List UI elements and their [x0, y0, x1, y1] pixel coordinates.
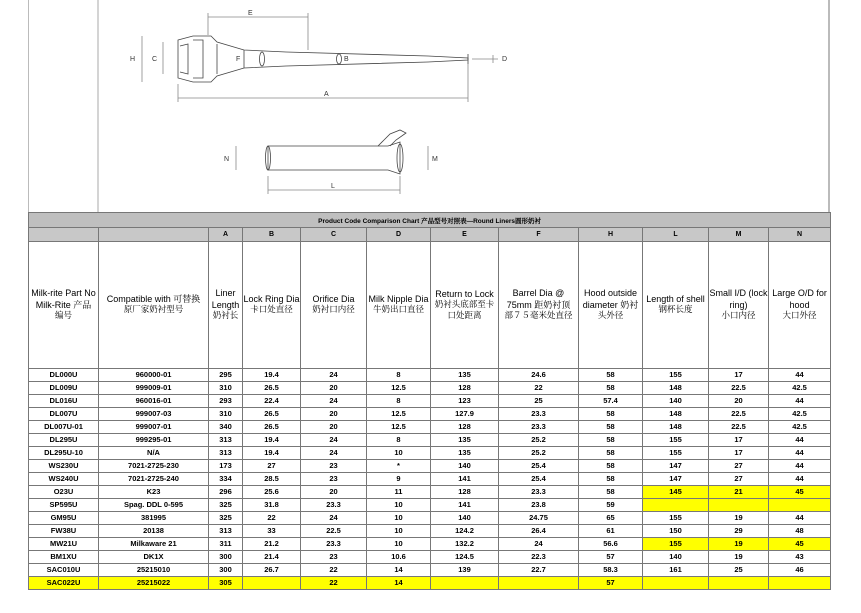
- column-header-en: Return to Lock: [435, 288, 494, 299]
- column-header-zh: 奶衬头底部至卡口处距离: [434, 300, 495, 321]
- table-cell: 7021-2725-230: [99, 460, 209, 473]
- table-cell: 31.8: [243, 499, 301, 512]
- table-cell: [769, 577, 831, 590]
- column-letter: [29, 228, 99, 242]
- table-cell: 20: [301, 382, 367, 395]
- table-cell: 58: [579, 382, 643, 395]
- table-cell: 340: [209, 421, 243, 434]
- table-cell: 26.4: [499, 525, 579, 538]
- table-cell: 24: [499, 538, 579, 551]
- table-cell: 25.2: [499, 434, 579, 447]
- table-cell: 25: [499, 395, 579, 408]
- table-cell: 12.5: [367, 421, 431, 434]
- table-cell: 10: [367, 447, 431, 460]
- table-cell: 10: [367, 512, 431, 525]
- column-header-en: Milk-rite Part No Milk-Rite 产品: [31, 288, 96, 310]
- table-cell: 23.3: [301, 499, 367, 512]
- table-cell: 132.2: [431, 538, 499, 551]
- table-cell: [643, 577, 709, 590]
- table-cell: 325: [209, 499, 243, 512]
- table-cell: 999009-01: [99, 382, 209, 395]
- table-cell: K23: [99, 486, 209, 499]
- column-header: [769, 242, 831, 369]
- table-cell: 44: [769, 395, 831, 408]
- table-cell: 45: [769, 538, 831, 551]
- table-cell: 48: [769, 525, 831, 538]
- column-header-en: Liner Length: [211, 288, 240, 310]
- table-cell: 58: [579, 421, 643, 434]
- table-cell: 22.3: [499, 551, 579, 564]
- column-header-zh: 原厂家奶衬型号: [123, 305, 184, 316]
- table-cell: 173: [209, 460, 243, 473]
- table-cell: MW21U: [29, 538, 99, 551]
- table-cell: 296: [209, 486, 243, 499]
- table-cell: 42.5: [769, 421, 831, 434]
- column-header-zh: 编号: [54, 310, 72, 321]
- table-cell: 10.6: [367, 551, 431, 564]
- table-cell: 17: [709, 447, 769, 460]
- table-cell: 999007-01: [99, 421, 209, 434]
- table-cell: 141: [431, 473, 499, 486]
- column-letter: A: [209, 228, 243, 242]
- table-cell: 24: [301, 512, 367, 525]
- table-cell: 150: [643, 525, 709, 538]
- table-cell: 21.4: [243, 551, 301, 564]
- table-cell: 24.75: [499, 512, 579, 525]
- column-header-row: [29, 242, 831, 369]
- table-cell: 8: [367, 395, 431, 408]
- table-cell: 334: [209, 473, 243, 486]
- table-cell: 12.5: [367, 382, 431, 395]
- table-cell: 33: [243, 525, 301, 538]
- table-cell: 19.4: [243, 434, 301, 447]
- table-cell: 9: [367, 473, 431, 486]
- table-cell: 140: [643, 395, 709, 408]
- spec-sheet: [28, 0, 830, 613]
- table-cell: 56.6: [579, 538, 643, 551]
- table-cell: 148: [643, 382, 709, 395]
- technical-drawing: [28, 0, 830, 212]
- dim-label-m: M: [432, 156, 438, 163]
- table-cell: 22: [301, 564, 367, 577]
- table-cell: WS240U: [29, 473, 99, 486]
- table-cell: 58: [579, 473, 643, 486]
- column-header-zh: 头外径: [597, 310, 624, 321]
- table-row: [29, 421, 831, 434]
- table-cell: 139: [431, 564, 499, 577]
- dim-label-d: D: [502, 56, 508, 63]
- table-cell: 42.5: [769, 382, 831, 395]
- table-row: [29, 395, 831, 408]
- table-cell: 147: [643, 473, 709, 486]
- table-cell: 313: [209, 434, 243, 447]
- table-cell: 148: [643, 421, 709, 434]
- table-cell: 25: [709, 564, 769, 577]
- table-cell: 58: [579, 460, 643, 473]
- column-header: [99, 242, 209, 369]
- table-cell: 42.5: [769, 408, 831, 421]
- table-row: [29, 499, 831, 512]
- table-cell: Milkaware 21: [99, 538, 209, 551]
- table-cell: 22: [499, 382, 579, 395]
- table-cell: 58: [579, 486, 643, 499]
- table-cell: 161: [643, 564, 709, 577]
- dim-label-h: H: [130, 56, 136, 63]
- table-cell: 24: [301, 369, 367, 382]
- table-cell: 140: [643, 551, 709, 564]
- table-cell: 19.4: [243, 447, 301, 460]
- table-cell: 23.8: [499, 499, 579, 512]
- table-row: [29, 408, 831, 421]
- table-cell: 19.4: [243, 369, 301, 382]
- column-header-en: Small I/D (lock ring): [709, 288, 768, 310]
- table-row: [29, 486, 831, 499]
- table-cell: 19: [709, 551, 769, 564]
- column-header-en: Lock Ring Dia: [243, 294, 300, 305]
- table-cell: 23: [301, 473, 367, 486]
- table-cell: 44: [769, 460, 831, 473]
- table-title: Product Code Comparison Chart 产品型号对照表—Round Liners圆形奶衬: [29, 213, 831, 228]
- column-letter: F: [499, 228, 579, 242]
- table-cell: 22.7: [499, 564, 579, 577]
- table-row: [29, 577, 831, 590]
- column-header-zh: 钢杯长度: [658, 305, 693, 316]
- column-header-zh: 奶衬长: [212, 310, 239, 321]
- table-cell: 26.5: [243, 408, 301, 421]
- table-cell: 65: [579, 512, 643, 525]
- column-header-zh: 大口外径: [782, 310, 817, 321]
- table-cell: 960000-01: [99, 369, 209, 382]
- table-cell: 17: [709, 369, 769, 382]
- table-cell: 24: [301, 447, 367, 460]
- table-cell: 24: [301, 434, 367, 447]
- column-header-en: Barrel Dia @ 75mm 距奶衬顶: [506, 288, 571, 310]
- table-cell: 124.2: [431, 525, 499, 538]
- table-cell: 135: [431, 447, 499, 460]
- table-cell: 155: [643, 369, 709, 382]
- table-cell: 25215022: [99, 577, 209, 590]
- table-cell: 58: [579, 408, 643, 421]
- table-cell: 19: [709, 538, 769, 551]
- table-cell: 135: [431, 369, 499, 382]
- table-row: [29, 551, 831, 564]
- column-letter-row: [29, 228, 831, 242]
- table-cell: 27: [709, 473, 769, 486]
- table-cell: 135: [431, 434, 499, 447]
- table-cell: 20: [301, 421, 367, 434]
- table-cell: 44: [769, 369, 831, 382]
- table-row: [29, 382, 831, 395]
- column-header: [643, 242, 709, 369]
- table-row: [29, 460, 831, 473]
- column-header-en: Hood outside diameter 奶衬: [582, 288, 639, 310]
- table-cell: 10: [367, 538, 431, 551]
- table-cell: 22.5: [709, 382, 769, 395]
- dim-label-n: N: [224, 156, 230, 163]
- table-cell: 20: [301, 486, 367, 499]
- table-cell: 25.4: [499, 473, 579, 486]
- table-cell: DL295U-10: [29, 447, 99, 460]
- table-cell: 44: [769, 434, 831, 447]
- table-cell: Spag. DDL 0-595: [99, 499, 209, 512]
- dim-label-f: F: [236, 56, 241, 63]
- table-cell: [709, 499, 769, 512]
- table-cell: 23.3: [499, 408, 579, 421]
- table-cell: [769, 499, 831, 512]
- table-cell: *: [367, 460, 431, 473]
- table-cell: 313: [209, 447, 243, 460]
- table-cell: 20: [301, 408, 367, 421]
- column-header-en: Length of shell: [646, 294, 705, 305]
- liner-drawing: [28, 0, 830, 212]
- comparison-table: [28, 212, 831, 590]
- table-cell: 14: [367, 564, 431, 577]
- table-cell: 140: [431, 512, 499, 525]
- table-cell: 127.9: [431, 408, 499, 421]
- table-cell: 155: [643, 538, 709, 551]
- table-cell: 26.5: [243, 382, 301, 395]
- table-cell: 58: [579, 447, 643, 460]
- table-cell: 300: [209, 551, 243, 564]
- table-cell: 25.6: [243, 486, 301, 499]
- table-cell: 22.5: [709, 421, 769, 434]
- column-letter: [99, 228, 209, 242]
- table-cell: 29: [709, 525, 769, 538]
- table-cell: SP595U: [29, 499, 99, 512]
- table-cell: 23.3: [301, 538, 367, 551]
- column-header-en: Orifice Dia: [312, 294, 355, 305]
- table-cell: 45: [769, 486, 831, 499]
- table-cell: 310: [209, 408, 243, 421]
- table-cell: 14: [367, 577, 431, 590]
- table-cell: 22.5: [709, 408, 769, 421]
- table-cell: 124.5: [431, 551, 499, 564]
- table-cell: 23: [301, 551, 367, 564]
- table-cell: 23: [301, 460, 367, 473]
- table-cell: 19: [709, 512, 769, 525]
- column-header-en: Large O/D for hood: [772, 288, 827, 310]
- table-cell: BM1XU: [29, 551, 99, 564]
- table-cell: 58.3: [579, 564, 643, 577]
- table-cell: 145: [643, 486, 709, 499]
- table-cell: 23.3: [499, 486, 579, 499]
- table-cell: 44: [769, 473, 831, 486]
- table-cell: 128: [431, 486, 499, 499]
- table-cell: O23U: [29, 486, 99, 499]
- table-cell: 58: [579, 434, 643, 447]
- table-cell: 23.3: [499, 421, 579, 434]
- column-header: [29, 242, 99, 369]
- column-header: [301, 242, 367, 369]
- table-cell: 20138: [99, 525, 209, 538]
- table-cell: 24.6: [499, 369, 579, 382]
- table-cell: DL295U: [29, 434, 99, 447]
- column-header-zh: 部７５毫米处直径: [504, 310, 573, 321]
- table-cell: 28.5: [243, 473, 301, 486]
- table-cell: 25215010: [99, 564, 209, 577]
- table-cell: 10: [367, 499, 431, 512]
- table-cell: 305: [209, 577, 243, 590]
- table-cell: 155: [643, 434, 709, 447]
- table-cell: 22: [301, 577, 367, 590]
- table-cell: 25.4: [499, 460, 579, 473]
- table-cell: 10: [367, 525, 431, 538]
- table-cell: 59: [579, 499, 643, 512]
- table-title-row: [29, 213, 831, 228]
- table-cell: 999295-01: [99, 434, 209, 447]
- table-cell: 311: [209, 538, 243, 551]
- column-header: [709, 242, 769, 369]
- table-cell: 310: [209, 382, 243, 395]
- table-cell: 295: [209, 369, 243, 382]
- table-row: [29, 564, 831, 577]
- table-cell: 293: [209, 395, 243, 408]
- table-cell: 147: [643, 460, 709, 473]
- column-header: [579, 242, 643, 369]
- table-cell: 148: [643, 408, 709, 421]
- table-cell: [643, 499, 709, 512]
- table-cell: 22: [243, 512, 301, 525]
- column-letter: N: [769, 228, 831, 242]
- table-cell: 46: [769, 564, 831, 577]
- liner-side-view: [142, 13, 498, 102]
- table-cell: 325: [209, 512, 243, 525]
- table-cell: 128: [431, 382, 499, 395]
- column-header-zh: 卡口处直径: [250, 305, 293, 316]
- table-cell: 57.4: [579, 395, 643, 408]
- column-header-zh: 牛奶出口直径: [372, 305, 424, 316]
- column-letter: D: [367, 228, 431, 242]
- table-cell: 123: [431, 395, 499, 408]
- table-cell: 58: [579, 369, 643, 382]
- column-letter: C: [301, 228, 367, 242]
- table-row: [29, 434, 831, 447]
- column-letter: H: [579, 228, 643, 242]
- column-letter: M: [709, 228, 769, 242]
- table-cell: 27: [709, 460, 769, 473]
- table-cell: 61: [579, 525, 643, 538]
- column-header-en: Milk Nipple Dia: [368, 294, 429, 305]
- table-cell: SAC010U: [29, 564, 99, 577]
- table-cell: 26.7: [243, 564, 301, 577]
- table-cell: 21.2: [243, 538, 301, 551]
- table-cell: DL009U: [29, 382, 99, 395]
- table-cell: 57: [579, 551, 643, 564]
- column-letter: L: [643, 228, 709, 242]
- table-cell: FW38U: [29, 525, 99, 538]
- table-cell: 999007-03: [99, 408, 209, 421]
- table-cell: SAC022U: [29, 577, 99, 590]
- table-cell: 128: [431, 421, 499, 434]
- table-cell: 8: [367, 369, 431, 382]
- table-cell: 140: [431, 460, 499, 473]
- table-cell: [243, 577, 301, 590]
- table-cell: GM95U: [29, 512, 99, 525]
- column-header-zh: 奶衬口内径: [312, 305, 355, 316]
- table-cell: 44: [769, 512, 831, 525]
- dim-label-e: E: [248, 10, 253, 17]
- dim-label-c: C: [152, 56, 158, 63]
- table-cell: 25.2: [499, 447, 579, 460]
- table-cell: 7021-2725-240: [99, 473, 209, 486]
- table-cell: 20: [709, 395, 769, 408]
- column-header: [209, 242, 243, 369]
- table-cell: 27: [243, 460, 301, 473]
- table-cell: 960016-01: [99, 395, 209, 408]
- table-row: [29, 473, 831, 486]
- table-row: [29, 525, 831, 538]
- column-header-en: Compatible with 可替换: [106, 294, 201, 305]
- table-cell: 381995: [99, 512, 209, 525]
- column-header: [499, 242, 579, 369]
- table-cell: [431, 577, 499, 590]
- table-cell: 22.5: [301, 525, 367, 538]
- column-letter: B: [243, 228, 301, 242]
- table-cell: DL007U: [29, 408, 99, 421]
- table-cell: 22.4: [243, 395, 301, 408]
- table-cell: 11: [367, 486, 431, 499]
- table-row: [29, 447, 831, 460]
- table-cell: DL016U: [29, 395, 99, 408]
- table-cell: 12.5: [367, 408, 431, 421]
- table-cell: 57: [579, 577, 643, 590]
- column-header-zh: 小口内径: [721, 310, 756, 321]
- table-cell: 8: [367, 434, 431, 447]
- table-cell: 300: [209, 564, 243, 577]
- table-cell: 141: [431, 499, 499, 512]
- table-row: [29, 538, 831, 551]
- table-cell: 21: [709, 486, 769, 499]
- table-cell: DL000U: [29, 369, 99, 382]
- dim-label-l: L: [331, 183, 335, 190]
- table-row: [29, 512, 831, 525]
- table-cell: DK1X: [99, 551, 209, 564]
- column-header: [243, 242, 301, 369]
- table-cell: 26.5: [243, 421, 301, 434]
- table-cell: N/A: [99, 447, 209, 460]
- dim-label-a: A: [324, 91, 329, 98]
- table-cell: 313: [209, 525, 243, 538]
- table-cell: 155: [643, 447, 709, 460]
- table-row: [29, 369, 831, 382]
- table-cell: 43: [769, 551, 831, 564]
- table-cell: [709, 577, 769, 590]
- column-header: [431, 242, 499, 369]
- table-cell: 155: [643, 512, 709, 525]
- column-letter: E: [431, 228, 499, 242]
- table-cell: 24: [301, 395, 367, 408]
- table-cell: 17: [709, 434, 769, 447]
- dim-label-b: B: [344, 56, 349, 63]
- table-cell: [499, 577, 579, 590]
- column-header: [367, 242, 431, 369]
- table-cell: WS230U: [29, 460, 99, 473]
- table-cell: 44: [769, 447, 831, 460]
- table-cell: DL007U-01: [29, 421, 99, 434]
